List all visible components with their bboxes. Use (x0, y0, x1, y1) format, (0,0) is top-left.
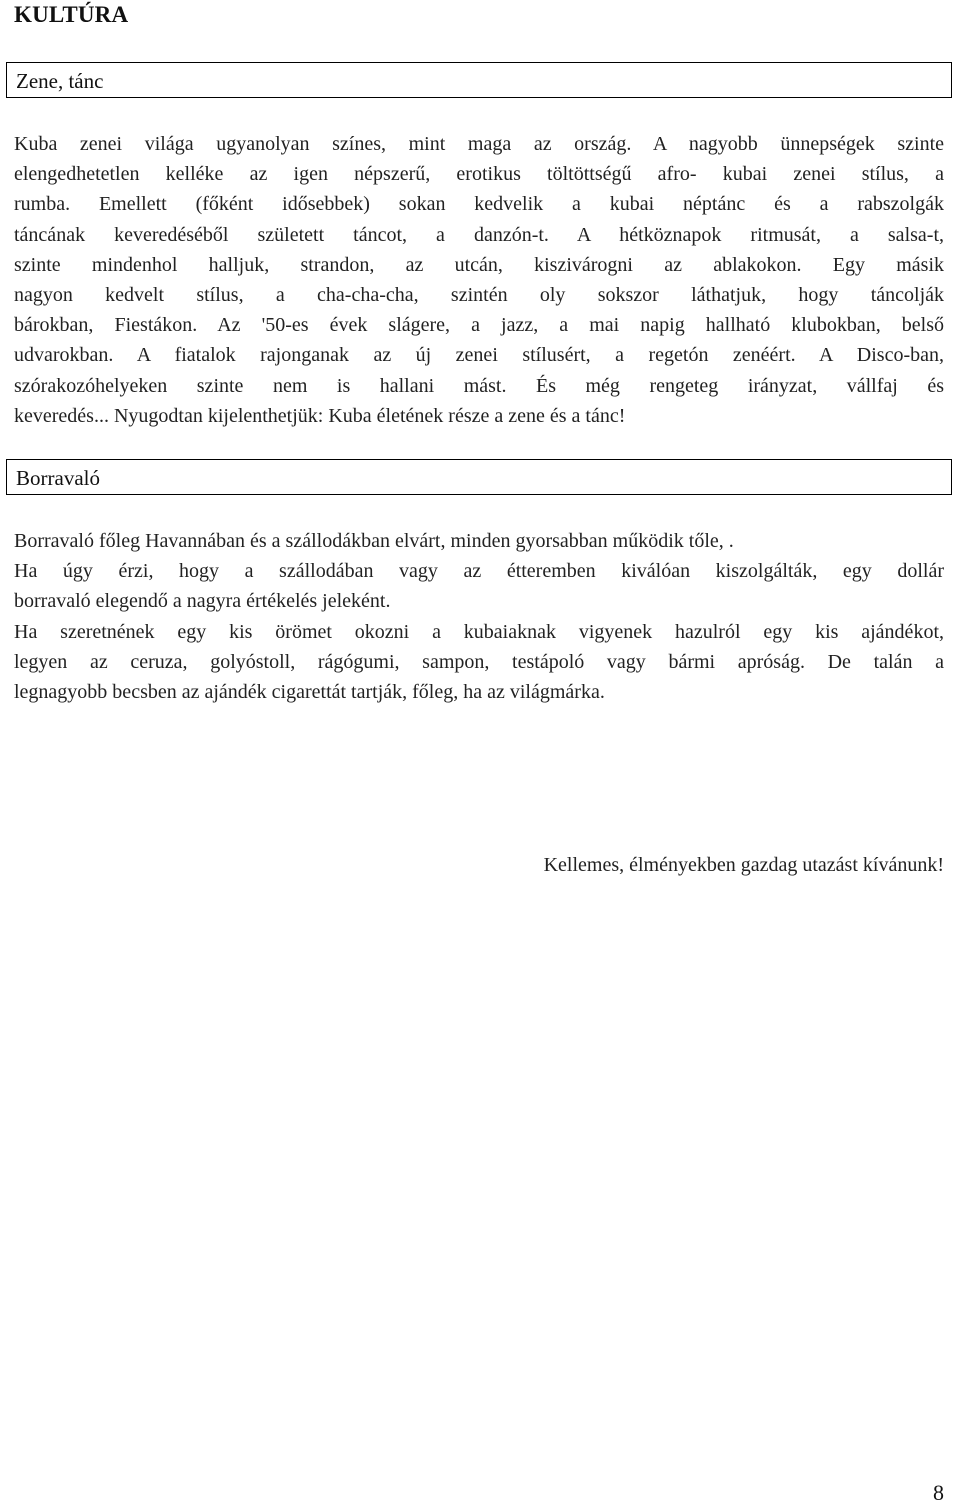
closing-text: Kellemes, élményekben gazdag utazást kívánunk! (543, 854, 944, 876)
page-number: 8 (933, 1480, 944, 1505)
text-line: elengedhetetlen kelléke az igen népszerű, erotikus töltöttségű afro- kubai zenei stílus, a (14, 163, 944, 186)
text-line: szórakozóhelyeken szinte nem is hallani mást. És még rengeteg irányzat, vállfaj és (14, 374, 944, 397)
text-line: szinte mindenhol halljuk, strandon, az utcán, kiszivárogni az ablakokon. Egy másik (14, 253, 944, 276)
text-line: legyen az ceruza, golyóstoll, rágógumi, sampon, testápoló vagy bármi apróság. De talán a (14, 650, 944, 673)
paragraph-borravalo (14, 526, 944, 707)
text-line: táncának keveredéséből született táncot, a danzón-t. A hétköznapok ritmusát, a salsa-t, (14, 223, 944, 246)
text-line: legnagyobb becsben az ajándék cigarettát tartják, főleg, ha az világmárka. (14, 680, 605, 703)
text-line: keveredés... Nyugodtan kijelenthetjük: Kuba életének része a zene és a tánc! (14, 404, 626, 427)
paragraph-zene-tanc (14, 129, 944, 431)
text-line: nagyon kedvelt stílus, a cha-cha-cha, szintén oly sokszor láthatjuk, hogy táncolják (14, 283, 944, 306)
text-line: Ha úgy érzi, hogy a szállodában vagy az étteremben kiválóan kiszolgálták, egy dollár (14, 560, 944, 583)
page-title: KULTÚRA (14, 2, 129, 27)
section-heading-borravalo: Borravaló (6, 459, 952, 495)
text-line: Kuba zenei világa ugyanolyan színes, mint maga az ország. A nagyobb ünnepségek szinte (14, 133, 944, 155)
text-line: udvarokban. A fiatalok rajonganak az új zenei stílusért, a regetón zenéért. A Disco-ban, (14, 344, 944, 367)
text-line: Ha szeretnének egy kis örömet okozni a kubaiaknak vigyenek hazulról egy kis ajándékot, (14, 620, 944, 643)
text-line: borravaló elegendő a nagyra értékelés jeleként. (14, 590, 391, 613)
text-line: rumba. Emellett (főként idősebbek) sokan kedvelik a kubai néptánc és a rabszolgák (14, 193, 944, 216)
text-line: Borravaló főleg Havannában és a szállodákban elvárt, minden gyorsabban működik tőle, . (14, 530, 734, 552)
section-heading-zene-tanc: Zene, tánc (6, 62, 952, 98)
text-line: bárokban, Fiestákon. Az '50-es évek slágere, a jazz, a mai napig hallható klubokban, belső (14, 314, 944, 337)
